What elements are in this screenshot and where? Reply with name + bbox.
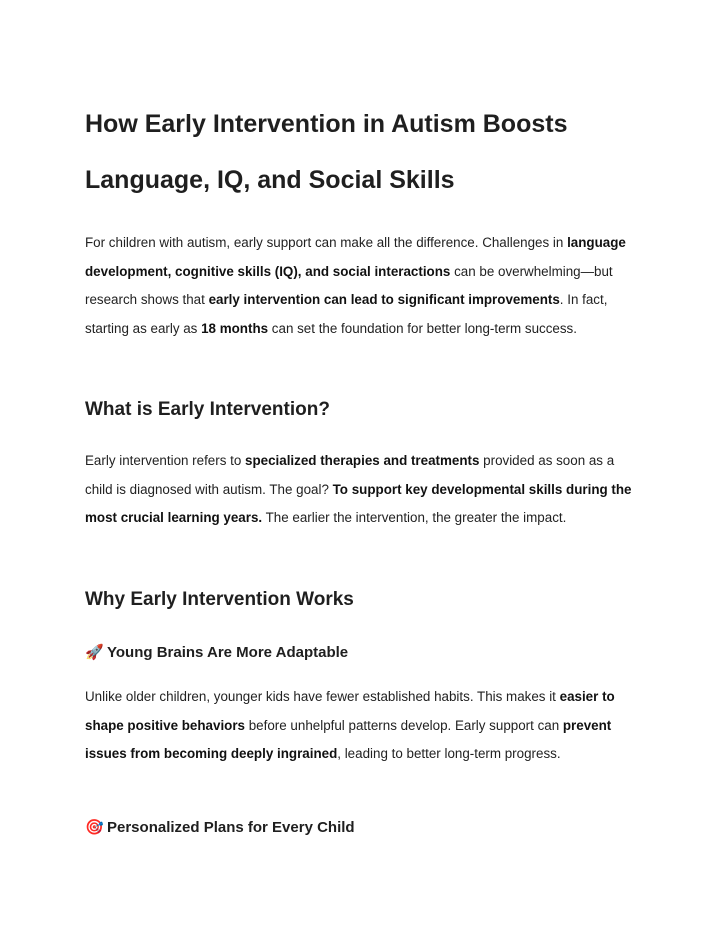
subheading-personalized-plans-label: Personalized Plans for Every Child [107, 819, 355, 836]
intro-bold-1: language development, cognitive skills (IQ), and social interactions [85, 235, 626, 279]
subheading-personalized-plans [85, 816, 355, 840]
intro-text-2: can be overwhelming—but research shows that [85, 263, 613, 308]
article-title: How Early Intervention in Autism Boosts Language, IQ, and Social Skills [85, 110, 568, 194]
what-is-bold-2: To support key developmental skills during the most crucial learning years. [85, 481, 632, 526]
what-is-bold-1: specialized therapies and treatments [245, 453, 480, 468]
intro-paragraph [85, 229, 645, 343]
young-brains-text-2: before unhelpful patterns develop. Early support can [245, 717, 563, 733]
section-heading-why-works: Why Early Intervention Works [85, 589, 354, 610]
young-brains-text-1: Unlike older children, younger kids have fewer established habits. This makes it [85, 689, 560, 704]
what-is-paragraph [85, 447, 645, 533]
section-heading-what-is: What is Early Intervention? [85, 399, 330, 420]
rocket-icon: 🚀 [85, 644, 104, 661]
intro-bold-2: early intervention can lead to significant improvements [208, 292, 560, 308]
what-is-text-2: provided as soon as a child is diagnosed with autism. The goal? [85, 453, 615, 497]
subheading-young-brains-label: Young Brains Are More Adaptable [107, 644, 349, 661]
young-brains-bold-1: easier to shape positive behaviors [85, 689, 615, 733]
young-brains-paragraph [85, 683, 645, 769]
intro-text-4: can set the foundation for better long-term success. [268, 320, 577, 336]
what-is-text-1: Early intervention refers to [85, 453, 246, 468]
young-brains-bold-2: prevent issues from becoming deeply ingrained [85, 717, 612, 762]
intro-bold-3: 18 months [201, 320, 269, 336]
subheading-young-brains [85, 641, 348, 665]
young-brains-text-3: , leading to better long-term progress. [337, 746, 561, 762]
intro-text-3: . In fact, starting as early as [85, 292, 608, 336]
intro-text-1: For children with autism, early support can make all the difference. Challenges in [85, 235, 568, 250]
what-is-text-3: The earlier the intervention, the greater the impact. [262, 510, 567, 526]
target-icon: 🎯 [85, 819, 104, 836]
